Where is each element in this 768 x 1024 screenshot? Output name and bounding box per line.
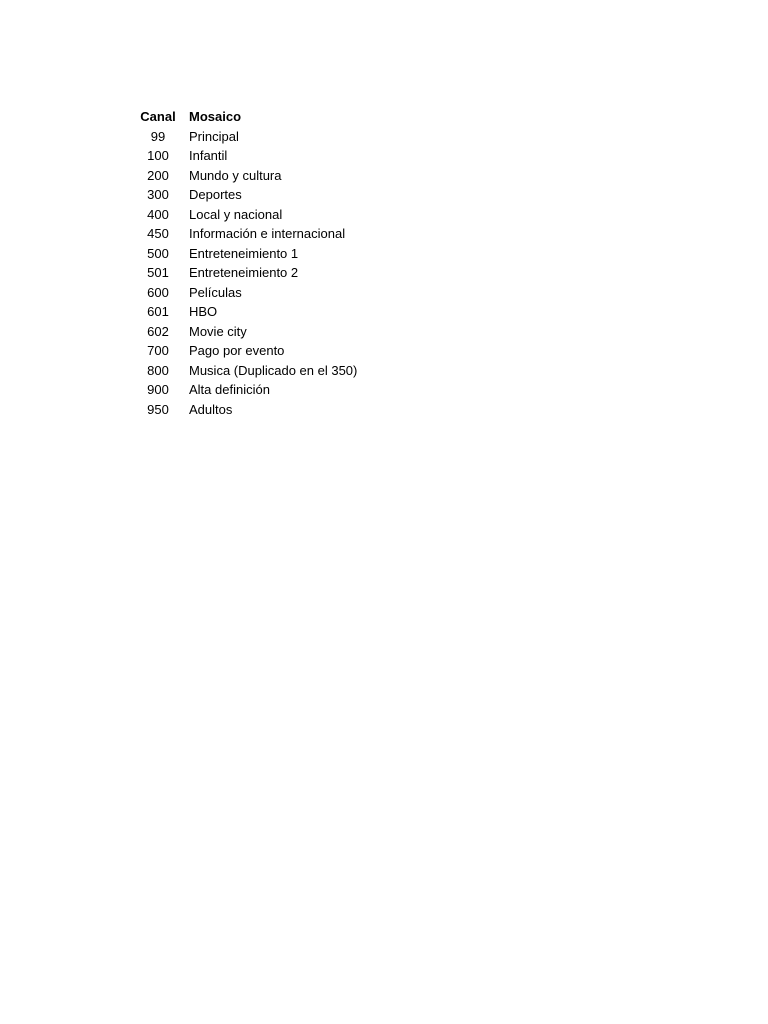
cell-canal: 900	[147, 382, 169, 397]
table-row	[136, 205, 357, 225]
table-row	[136, 322, 357, 342]
cell-canal: 200	[147, 167, 169, 183]
cell-mosaico: Adultos	[189, 401, 233, 417]
cell-mosaico: Mundo y cultura	[189, 167, 282, 183]
cell-canal: 500	[147, 245, 169, 261]
cell-mosaico: Alta definición	[189, 382, 270, 397]
table-row	[136, 341, 357, 361]
header-mosaico: Mosaico	[189, 109, 242, 124]
table-row	[136, 283, 357, 303]
cell-mosaico: Información e internacional	[189, 226, 346, 241]
cell-canal: 99	[150, 128, 166, 144]
cell-canal: 501	[147, 265, 169, 280]
cell-canal: 450	[147, 226, 169, 241]
table-header-row	[136, 107, 357, 127]
table-row	[136, 166, 357, 186]
cell-canal: 601	[147, 304, 169, 319]
cell-mosaico: Pago por evento	[189, 343, 285, 358]
table-row	[136, 302, 357, 322]
cell-mosaico: Movie city	[189, 323, 247, 339]
cell-canal: 400	[147, 206, 169, 222]
table-row	[136, 361, 357, 381]
cell-mosaico: Películas	[189, 284, 242, 300]
cell-mosaico: Infantil	[189, 148, 228, 163]
cell-canal: 700	[147, 343, 169, 358]
cell-mosaico: Deportes	[189, 187, 242, 202]
cell-canal: 100	[147, 148, 169, 163]
cell-canal: 950	[147, 401, 169, 417]
cell-canal: 800	[147, 362, 169, 378]
cell-mosaico: Local y nacional	[189, 206, 283, 222]
table-row	[136, 127, 357, 147]
channel-table	[136, 107, 357, 419]
table-row	[136, 263, 357, 283]
table-row	[136, 244, 357, 264]
table-row	[136, 185, 357, 205]
table-row	[136, 400, 357, 420]
cell-canal: 600	[147, 284, 169, 300]
cell-canal: 602	[147, 323, 169, 339]
cell-canal: 300	[147, 187, 169, 202]
cell-mosaico: Musica (Duplicado en el 350)	[189, 362, 358, 378]
table-row	[136, 224, 357, 244]
header-canal: Canal	[140, 109, 176, 124]
cell-mosaico: Principal	[189, 128, 239, 144]
table-row	[136, 146, 357, 166]
cell-mosaico: HBO	[189, 304, 218, 319]
table-row	[136, 380, 357, 400]
cell-mosaico: Entreteneimiento 1	[189, 245, 299, 261]
cell-mosaico: Entreteneimiento 2	[189, 265, 299, 280]
